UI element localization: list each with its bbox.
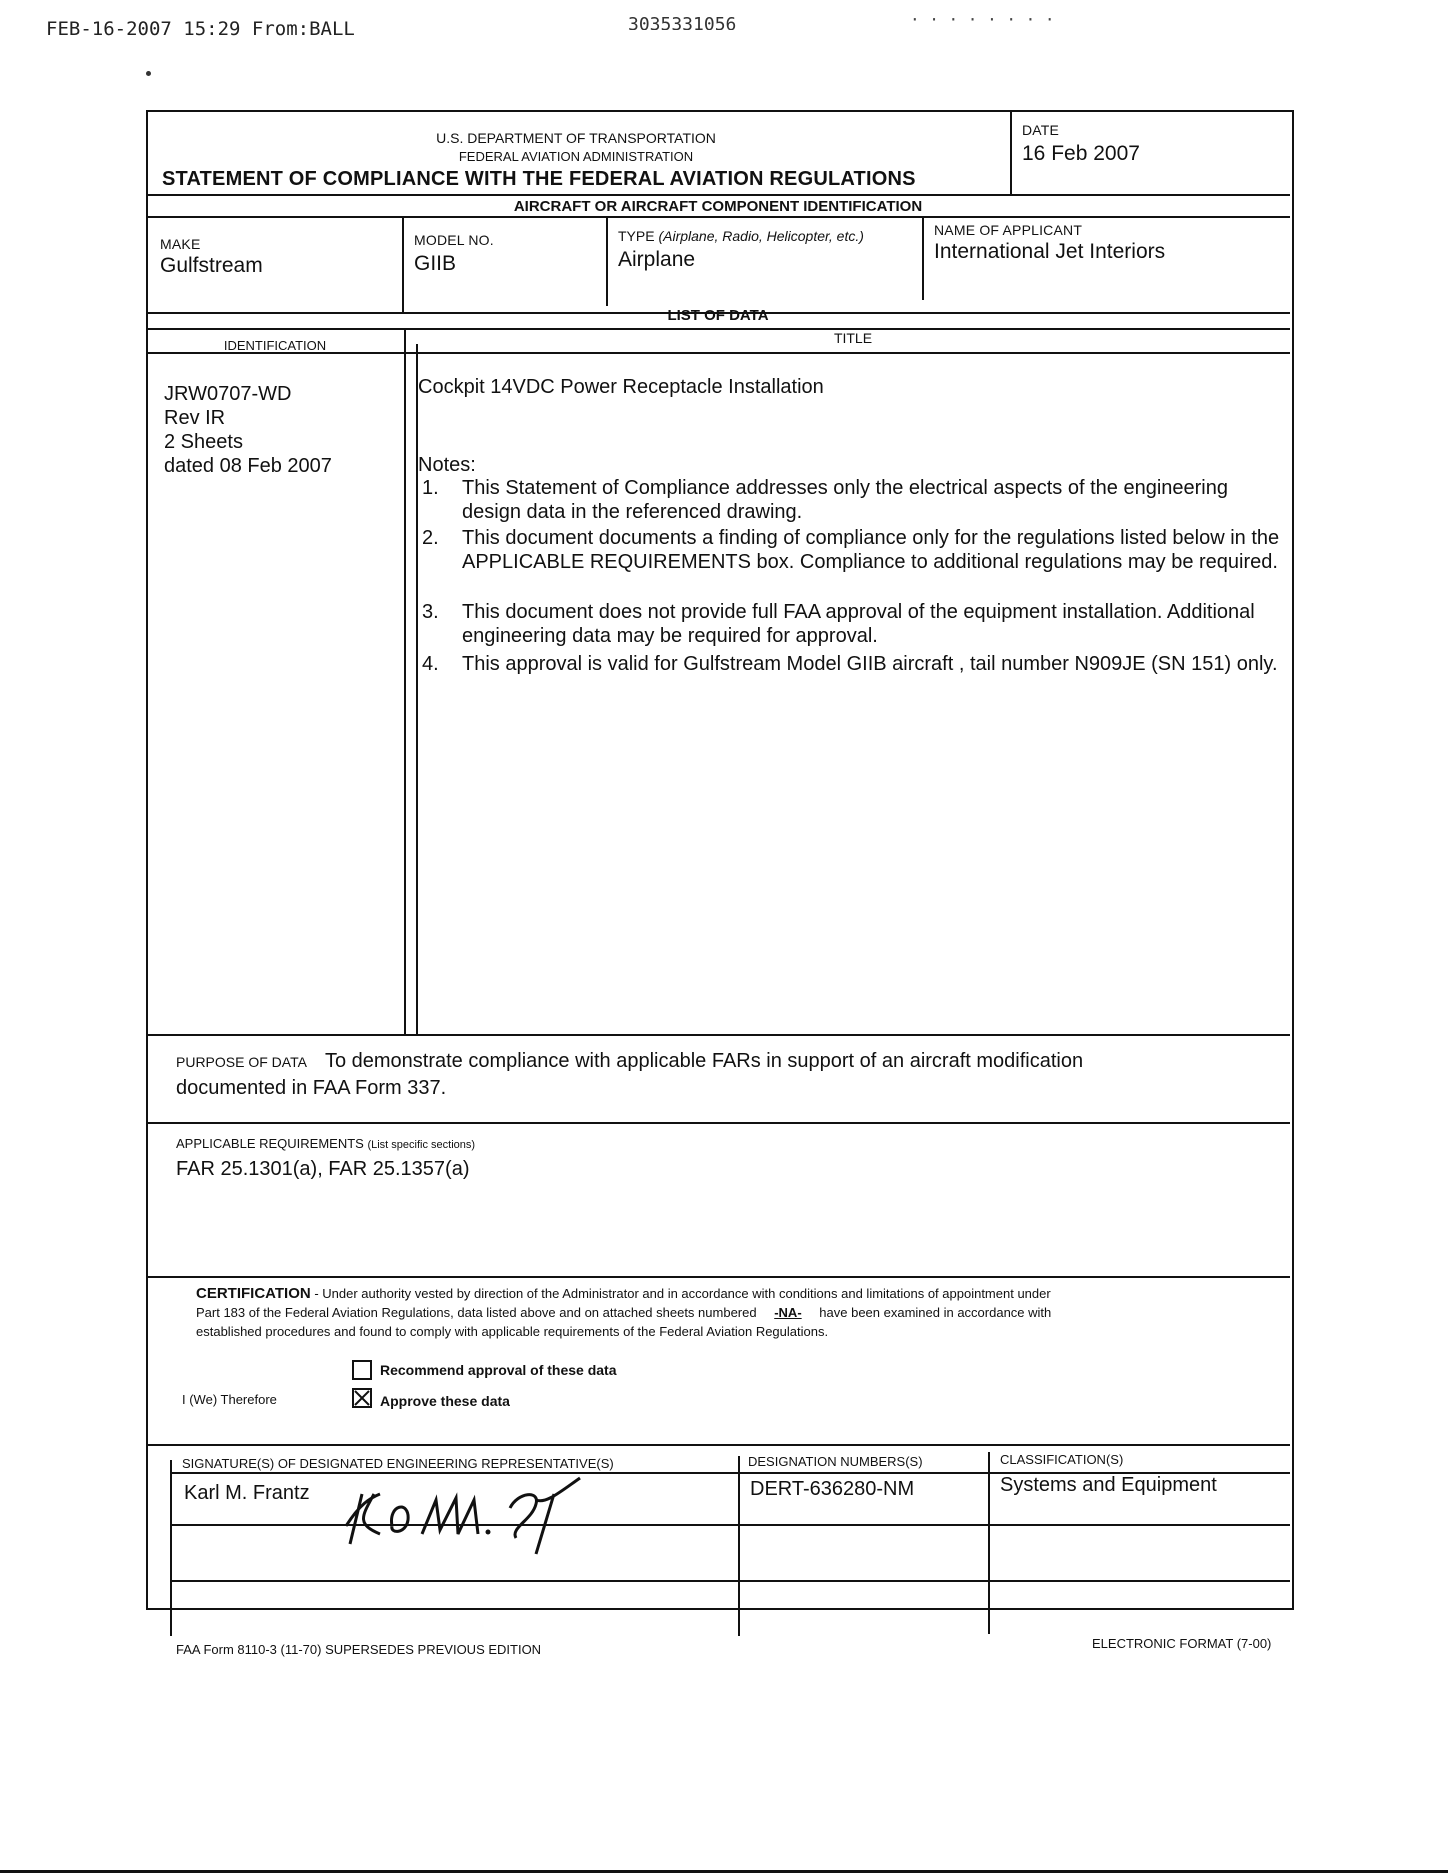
date-value: 16 Feb 2007 (1022, 142, 1140, 165)
sheets-numbered: -NA- (774, 1305, 802, 1320)
note-text: This approval is valid for Gulfstream Model GIIB aircraft , tail number N909JE (SN 151) only. (462, 653, 1278, 675)
certification-line: established procedures and found to comply with applicable requirements of the Federal Aviation Regulations. (196, 1324, 829, 1339)
designation-header: DESIGNATION NUMBERS(S) (748, 1454, 923, 1469)
model-value: GIIB (414, 252, 457, 275)
classification-value: Systems and Equipment (1000, 1474, 1217, 1496)
requirements-label-row (176, 1136, 475, 1151)
certification-line-text: Part 183 of the Federal Aviation Regulations, data listed above and on attached sheets numbered (196, 1305, 757, 1320)
certification-text (196, 1284, 1282, 1341)
identification-line: dated 08 Feb 2007 (164, 455, 332, 477)
identification-line: 2 Sheets (164, 431, 243, 453)
fax-header-right: · · · · · · · · (910, 10, 1055, 22)
title-header: TITLE (833, 330, 873, 346)
recommend-approval-checkbox[interactable] (352, 1360, 372, 1380)
checkbox-x-icon (354, 1390, 370, 1406)
handwritten-signature (340, 1464, 600, 1560)
signature-header: SIGNATURE(S) OF DESIGNATED ENGINEERING REPRESENTATIVE(S) (182, 1456, 614, 1471)
type-value: Airplane (618, 248, 696, 271)
form-title: STATEMENT OF COMPLIANCE WITH THE FEDERAL AVIATION REGULATIONS (162, 168, 916, 190)
certification-line-text: have been examined in accordance with (819, 1305, 1052, 1320)
purpose-text-cont: documented in FAA Form 337. (176, 1077, 447, 1099)
note-text: This document documents a finding of compliance only for the regulations listed below in the APPLICABLE REQUIREMENTS box. Compliance to additional regulations may be required. (462, 527, 1280, 573)
requirements-hint: (List specific sections) (367, 1139, 476, 1151)
purpose-block (176, 1048, 1256, 1101)
type-label-row (618, 228, 864, 244)
type-label: TYPE (618, 228, 655, 244)
certification-line (196, 1284, 1282, 1303)
designation-number: DERT-636280-NM (750, 1478, 915, 1500)
purpose-line (176, 1048, 1256, 1075)
certification-line (196, 1303, 1282, 1322)
note-text: This Statement of Compliance addresses only the electrical aspects of the engineering design data in the referenced drawing. (462, 477, 1228, 523)
notes-label: Notes: (418, 454, 476, 476)
data-title: Cockpit 14VDC Power Receptacle Installation (418, 376, 824, 398)
note-number: 3. (422, 601, 439, 623)
make-label: MAKE (160, 236, 201, 252)
admin-name: FEDERAL AVIATION ADMINISTRATION (458, 149, 694, 164)
applicant-label: NAME OF APPLICANT (934, 222, 1083, 238)
dept-name: U.S. DEPARTMENT OF TRANSPORTATION (436, 130, 716, 146)
list-of-data-label: LIST OF DATA (667, 307, 769, 324)
identification-list (164, 382, 332, 478)
fax-header-center: 3035331056 (628, 14, 737, 30)
note-number: 2. (422, 527, 439, 549)
classification-header: CLASSIFICATION(S) (1000, 1452, 1124, 1467)
note-text: This document does not provide full FAA approval of the equipment installation. Additional engineering data may be required for approval. (462, 601, 1255, 647)
model-label: MODEL NO. (414, 232, 494, 248)
make-value: Gulfstream (160, 254, 263, 277)
approve-data-checkbox[interactable] (352, 1388, 372, 1408)
identification-header: IDENTIFICATION (223, 338, 327, 353)
certification-label: CERTIFICATION (196, 1285, 311, 1302)
therefore-label: I (We) Therefore (182, 1392, 277, 1407)
form-number: FAA Form 8110-3 (11-70) SUPERSEDES PREVIOUS EDITION (176, 1642, 542, 1657)
format-note: ELECTRONIC FORMAT (7-00) (1092, 1636, 1272, 1651)
requirements-label: APPLICABLE REQUIREMENTS (176, 1136, 364, 1151)
type-hint: (Airplane, Radio, Helicopter, etc.) (658, 228, 864, 244)
requirements-value: FAR 25.1301(a), FAR 25.1357(a) (176, 1158, 470, 1180)
applicant-value: International Jet Interiors (934, 240, 1166, 263)
purpose-label: PURPOSE OF DATA (176, 1054, 307, 1070)
certification-line-text: - Under authority vested by direction of the Administrator and in accordance with conditions and limitations of appointment under (314, 1286, 1051, 1301)
component-section-label: AIRCRAFT OR AIRCRAFT COMPONENT IDENTIFICATION (513, 198, 923, 215)
recommend-approval-label: Recommend approval of these data (380, 1362, 617, 1378)
fax-header-left: FEB-16-2007 15:29 From:BALL (46, 18, 355, 40)
speck (146, 71, 151, 76)
note-number: 1. (422, 477, 439, 499)
approve-data-label: Approve these data (380, 1393, 510, 1409)
identification-line: Rev IR (164, 407, 226, 429)
date-label: DATE (1022, 122, 1060, 138)
signer-name: Karl M. Frantz (184, 1482, 310, 1504)
note-number: 4. (422, 653, 439, 675)
purpose-text: To demonstrate compliance with applicable FARs in support of an aircraft modification (324, 1050, 1084, 1072)
identification-line: JRW0707-WD (164, 383, 292, 405)
